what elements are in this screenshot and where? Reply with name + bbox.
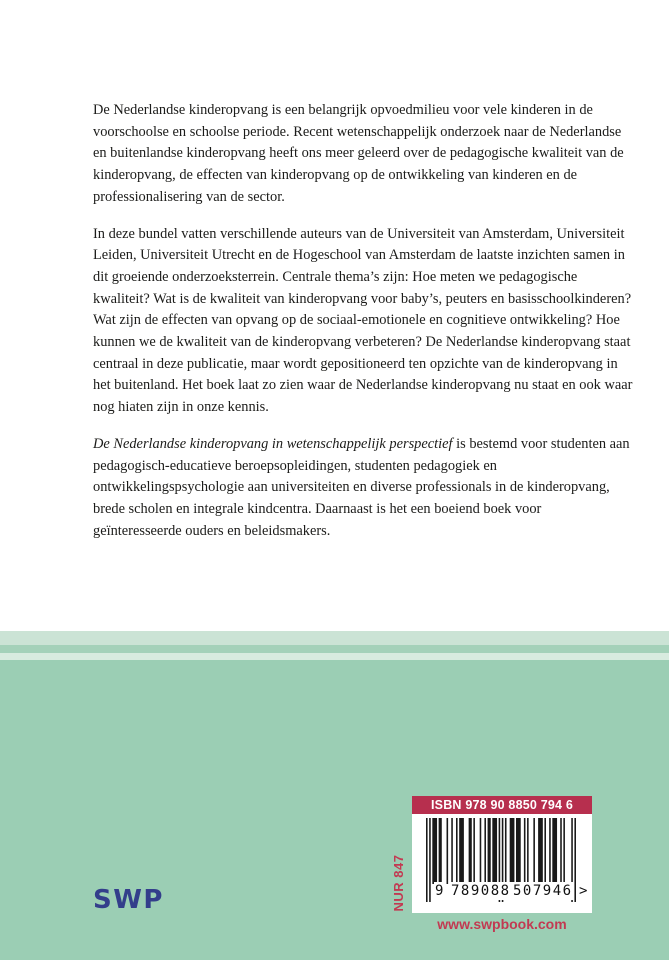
nur-code-label: NUR 847 bbox=[391, 854, 406, 912]
barcode-block bbox=[412, 814, 592, 913]
isbn-band: ISBN 978 90 8850 794 6 bbox=[412, 796, 592, 814]
blurb-paragraph-3 bbox=[93, 434, 633, 543]
blurb-paragraph-3-rest: is bestemd voor studenten aan pedagogisch-educatieve beroepsopleidingen, studenten pedagogiek en ontwikkelingspsychologie aan universiteiten en diverse professionals in de kinderopvang, brede scholen en integrale kindcentra. Daarnaast is het een boeiend boek voor geïnteresseerde ouders en beleidsmakers. bbox=[93, 435, 630, 539]
barcode-digit-first: 9 bbox=[435, 883, 445, 899]
publisher-website: www.swpbook.com bbox=[437, 916, 567, 932]
blurb-paragraph-2: In deze bundel vatten verschillende auteurs van de Universiteit van Amsterdam, Universiteit Leiden, Universiteit Utrecht en de Hogeschool van Amsterdam de laatste inzichten samen in dit groeiende onderzoeksterrein. Centrale thema’s zijn: Hoe meten we pedagogische kwaliteit? Wat is de kwaliteit van kinderopvang voor baby’s, peuters en basisschoolkinderen? Wat zijn de effecten van opvang op de sociaal-emotionele en cognitieve ontwikkeling? Hoe kunnen we de kwaliteit van de kinderopvang verbeteren? De Nederlandse kinderopvang staat centraal in deze publicatie, maar wordt gepositioneerd ten opzichte van de kinderopvang in het buitenland. Het boek laat zo zien waar de Nederlandse kinderopvang nu staat en ook waar nog hiaten zijn in onze kennis. bbox=[93, 225, 633, 416]
barcode-arrow: > bbox=[579, 883, 589, 899]
back-cover-blurb bbox=[93, 100, 633, 557]
blurb-paragraph-1: De Nederlandse kinderopvang is een belangrijk opvoedmilieu voor vele kinderen in de voorschoolse en schoolse periode. Recent wetenschappelijk onderzoek naar de Nederlandse en buitenlandse kinderopvang heeft ons meer geleerd over de pedagogische kwaliteit van de kinderopvang, de effecten van kinderopvang op de ontwikkeling van kinderen en de professionalisering van de sector. bbox=[93, 102, 624, 205]
barcode-digit-group1: 789088 bbox=[451, 883, 511, 899]
book-title-italic: De Nederlandse kinderopvang in wetenschappelijk perspectief bbox=[93, 435, 453, 452]
barcode-digit-group2: 507946 bbox=[513, 883, 573, 899]
publisher-logo: SWP bbox=[93, 885, 164, 915]
transition-stripe-medium bbox=[0, 645, 669, 653]
transition-stripe-light bbox=[0, 631, 669, 645]
transition-stripe-pale bbox=[0, 653, 669, 660]
